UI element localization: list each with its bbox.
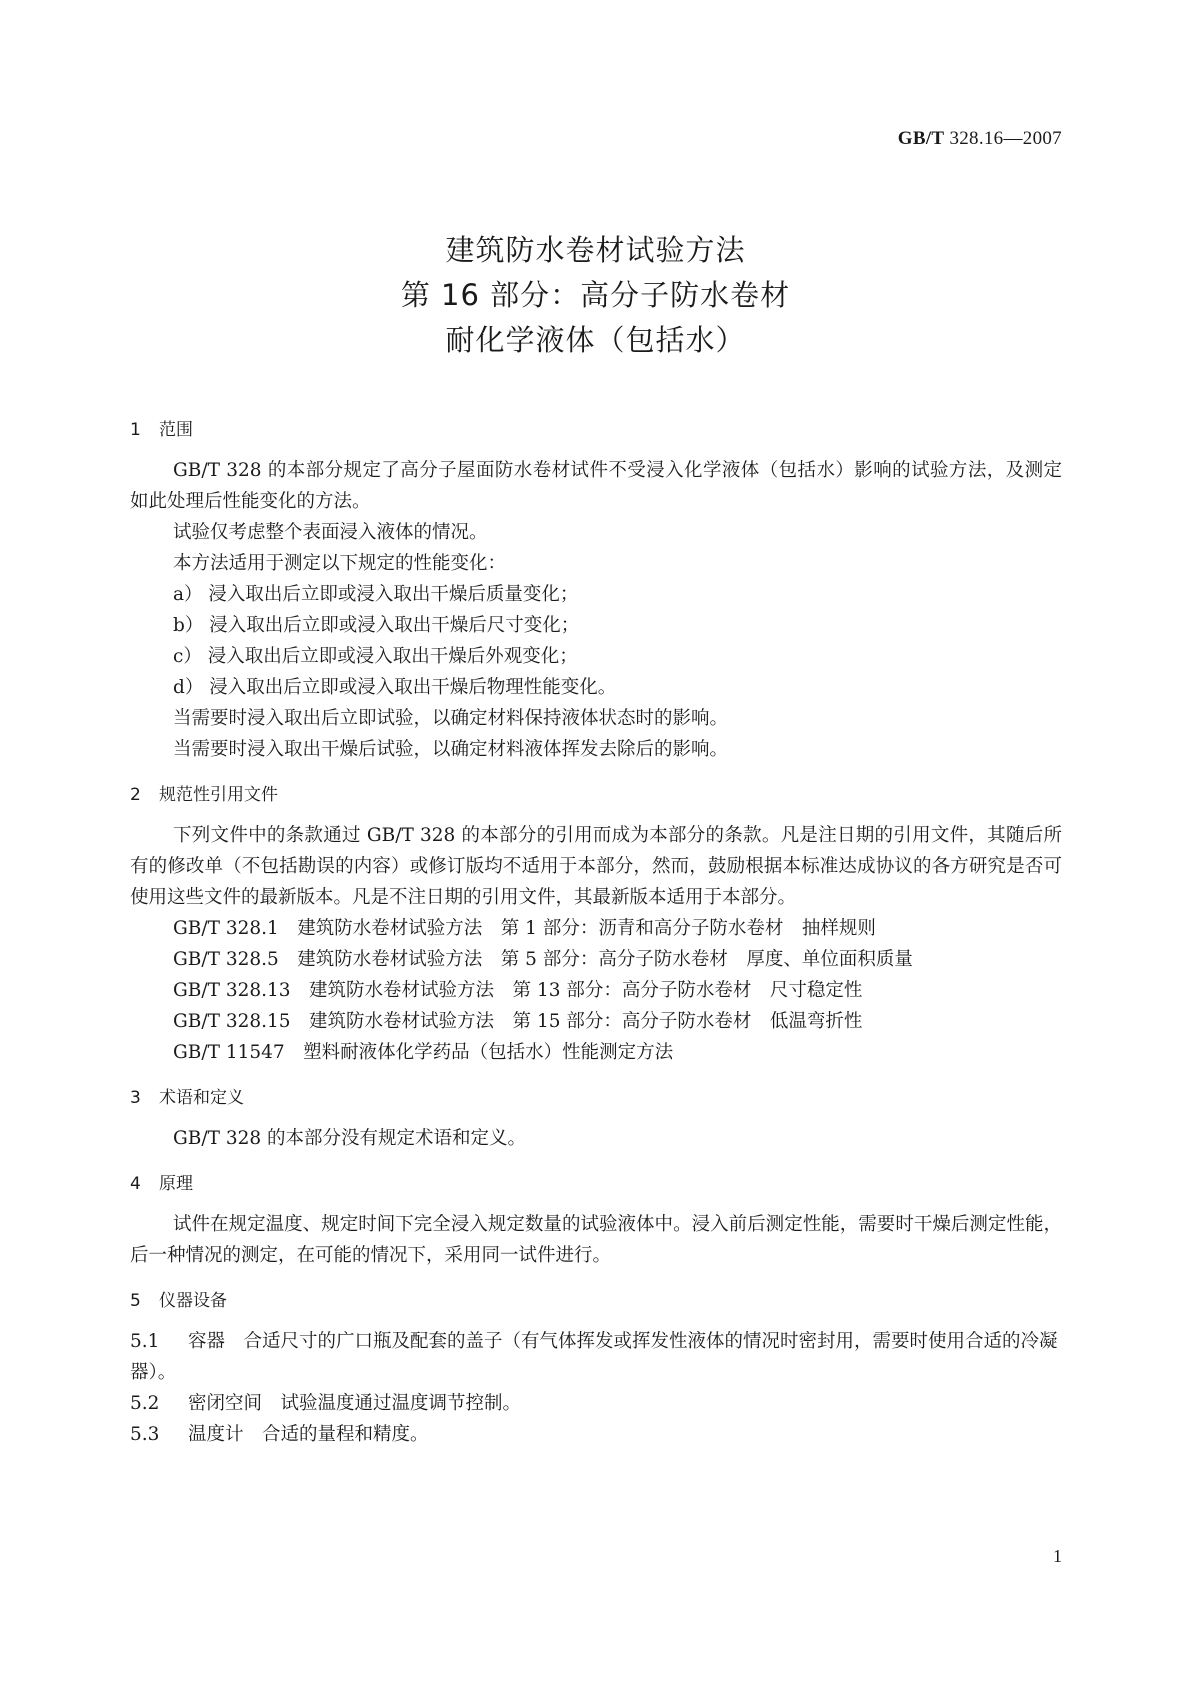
subclause-number: 5.1 (130, 1331, 160, 1352)
scope-paragraph-3: 本方法适用于测定以下规定的性能变化： (173, 553, 507, 574)
reference-item: GB/T 11547 塑料耐液体化学药品（包括水）性能测定方法 (173, 1042, 674, 1063)
section-number: 5 (130, 1291, 141, 1311)
section-5-heading (130, 1285, 1062, 1317)
scope-paragraph-5: 当需要时浸入取出干燥后试验，以确定材料液体挥发去除后的影响。 (173, 739, 729, 760)
section-1-heading (130, 414, 1062, 446)
title-line-3: 耐化学液体（包括水） (445, 323, 746, 357)
section-2-heading (130, 779, 1062, 811)
section-4-heading (130, 1168, 1062, 1200)
reference-item: GB/T 328.5 建筑防水卷材试验方法 第 5 部分：高分子防水卷材 厚度、单位面积质量 (173, 949, 913, 970)
list-item: b） 浸入取出后立即或浸入取出干燥后尺寸变化； (173, 615, 580, 636)
section-title: 规范性引用文件 (159, 785, 278, 805)
section-number: 4 (130, 1174, 141, 1194)
scope-paragraph-4: 当需要时浸入取出后立即试验，以确定材料保持液体状态时的影响。 (173, 708, 729, 729)
document-title (0, 228, 1191, 363)
subclause-number: 5.2 (130, 1393, 160, 1414)
title-line-1: 建筑防水卷材试验方法 (445, 233, 746, 267)
section-title: 仪器设备 (159, 1291, 227, 1311)
section-title: 原理 (159, 1174, 193, 1194)
section-title: 范围 (159, 420, 193, 440)
subclause-text: 温度计 合适的量程和精度。 (188, 1424, 429, 1445)
section-title: 术语和定义 (159, 1088, 244, 1108)
standard-code-number: 328.16—2007 (949, 128, 1062, 149)
section-number: 3 (130, 1088, 141, 1108)
list-item: a） 浸入取出后立即或浸入取出干燥后质量变化； (173, 584, 579, 605)
section-3-heading (130, 1082, 1062, 1114)
document-body (130, 414, 1062, 1450)
list-item: c） 浸入取出后立即或浸入取出干燥后外观变化； (173, 646, 578, 667)
standard-code-prefix: GB/T (897, 128, 945, 149)
standard-code (898, 128, 1062, 150)
subclause-5-3 (130, 1419, 1062, 1450)
scope-paragraph-1: GB/T 328 的本部分规定了高分子屋面防水卷材试件不受浸入化学液体（包括水）影响的试验方法，及测定如此处理后性能变化的方法。 (130, 460, 1062, 512)
subclause-text: 容器 合适尺寸的广口瓶及配套的盖子（有气体挥发或挥发性液体的情况时密封用，需要时使用合适的冷凝器）。 (130, 1331, 1058, 1383)
reference-item: GB/T 328.13 建筑防水卷材试验方法 第 13 部分：高分子防水卷材 尺寸稳定性 (173, 980, 863, 1001)
subclause-5-2 (130, 1388, 1062, 1419)
reference-item: GB/T 328.1 建筑防水卷材试验方法 第 1 部分：沥青和高分子防水卷材 抽样规则 (173, 918, 876, 939)
subclause-number: 5.3 (130, 1424, 160, 1445)
terms-paragraph: GB/T 328 的本部分没有规定术语和定义。 (173, 1128, 527, 1149)
reference-item: GB/T 328.15 建筑防水卷材试验方法 第 15 部分：高分子防水卷材 低温弯折性 (173, 1011, 863, 1032)
list-item: d） 浸入取出后立即或浸入取出干燥后物理性能变化。 (173, 677, 617, 698)
section-number: 2 (130, 785, 141, 805)
title-line-2: 第 16 部分：高分子防水卷材 (400, 278, 791, 312)
scope-paragraph-2: 试验仅考虑整个表面浸入液体的情况。 (173, 522, 488, 543)
principle-paragraph: 试件在规定温度、规定时间下完全浸入规定数量的试验液体中。浸入前后测定性能，需要时干燥后测定性能，后一种情况的测定，在可能的情况下，采用同一试件进行。 (130, 1214, 1062, 1266)
references-paragraph: 下列文件中的条款通过 GB/T 328 的本部分的引用而成为本部分的条款。凡是注日期的引用文件，其随后所有的修改单（不包括勘误的内容）或修订版均不适用于本部分，然而，鼓励根据本标准达成协议的各方研究是否可使用这些文件的最新版本。凡是不注日期的引用文件，其最新版本适用于本部分。 (130, 825, 1062, 908)
page-number: 1 (1053, 1546, 1062, 1566)
subclause-5-1 (130, 1326, 1062, 1388)
section-number: 1 (130, 420, 141, 440)
subclause-text: 密闭空间 试验温度通过温度调节控制。 (188, 1393, 522, 1414)
